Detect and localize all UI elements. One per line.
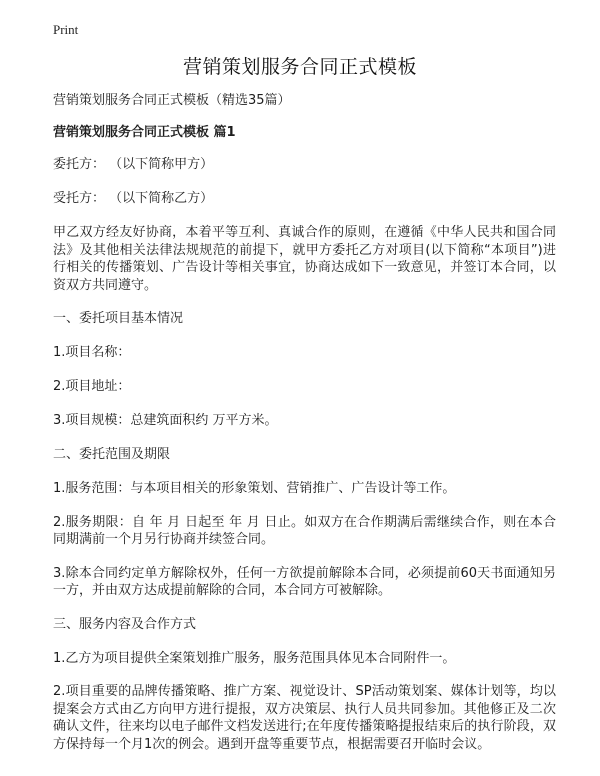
- party-b-line: 受托方： （以下简称乙方）: [53, 191, 214, 206]
- article-heading: 营销策划服务合同正式模板 篇1: [53, 125, 236, 140]
- document-subtitle: 营销策划服务合同正式模板（精选35篇）: [53, 93, 291, 108]
- section-item: 3.项目规模：总建筑面积约 万平方米。: [53, 413, 278, 428]
- section-item: 2.项目地址：: [53, 379, 131, 394]
- section-heading: 一、委托项目基本情况: [53, 311, 184, 326]
- print-link[interactable]: Print: [53, 22, 79, 37]
- section-item: 2.项目重要的品牌传播策略、推广方案、视觉设计、SP活动策划案、媒体计划等，均以提案会方式由乙方向甲方进行提报，双方决策层、执行人员共同参加。其他修正及二次确认文件，往来均以电子邮件文档发送进行;在年度传播策略提报结束后的执行阶段，双方保持每一个月1次的例会。遇到开盘等重要节点，根据需要召开临时会议。: [53, 684, 556, 752]
- section-item: 3.除本合同约定单方解除权外，任何一方欲提前解除本合同，必须提前60天书面通知另一方，并由双方达成提前解除的合同，本合同方可被解除。: [53, 565, 556, 598]
- section-item: 1.项目名称：: [53, 345, 131, 360]
- section-item: 2.服务期限：自 年 月 日起至 年 月 日止。如双方在合作期满后需继续合作，则在本合同期满前一个月另行协商并续签合同。: [53, 514, 556, 547]
- section-heading: 二、委托范围及期限: [53, 447, 171, 462]
- section-item: 1.乙方为项目提供全案策划推广服务，服务范围具体见本合同附件一。: [53, 650, 456, 666]
- section-heading: 三、服务内容及合作方式: [53, 616, 197, 632]
- document-body: [53, 92, 556, 769]
- party-a-line: 委托方： （以下简称甲方）: [53, 157, 214, 172]
- document-title: 营销策划服务合同正式模板: [182, 56, 417, 78]
- intro-paragraph: 甲乙双方经友好协商，本着平等互利、真诚合作的原则，在遵循《中华人民共和国合同法》及其他相关法律法规规范的前提下，就甲方委托乙方对项目(以下简称“本项目”)进行相关的传播策划、广告设计等相关事宜，协商达成如下一致意见，并签订本合同，以资双方共同遵守。: [53, 225, 556, 293]
- section-item: 1.服务范围：与本项目相关的形象策划、营销推广、广告设计等工作。: [53, 481, 456, 496]
